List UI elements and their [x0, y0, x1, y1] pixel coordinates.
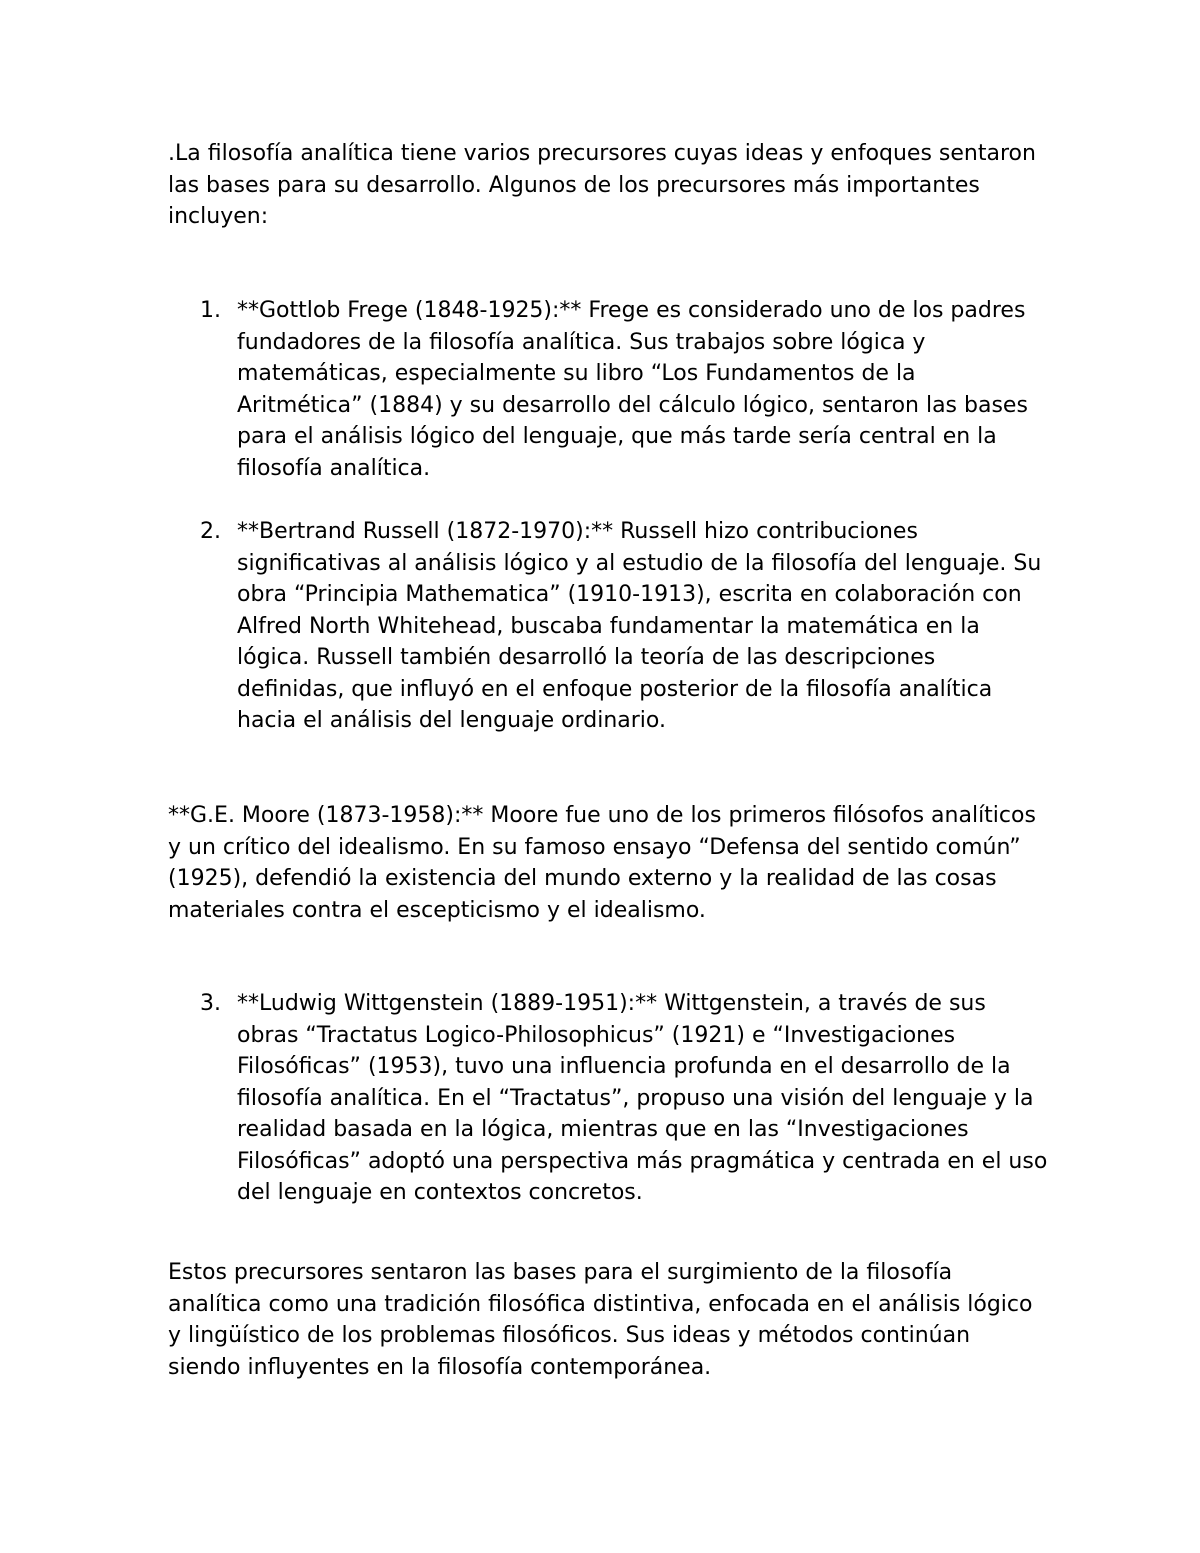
intro-paragraph: .La filosofía analítica tiene varios precursores cuyas ideas y enfoques sentaron las bases para su desarrollo. Algunos de los precursores más importantes incluyen:: [168, 141, 1036, 229]
list-item-number: 1.: [200, 298, 221, 323]
list-item-text: **Ludwig Wittgenstein (1889-1951):** Wittgenstein, a través de sus obras “Tractatus Logico-Philosophicus” (1921) e “Investigaciones Filosóficas” (1953), tuvo una influencia profunda en el desarrollo de la filosofía analítica. En el “Tractatus”, propuso una visión del lenguaje y la realidad basada en la lógica, mientras que en las “Investigaciones Filosóficas” adoptó una perspectiva más pragmática y centrada en el uso del lenguaje en contextos concretos.: [237, 991, 1048, 1205]
moore-paragraph: **G.E. Moore (1873-1958):** Moore fue uno de los primeros filósofos analíticos y un crítico del idealismo. En su famoso ensayo “Defensa del sentido común” (1925), defendió la existencia del mundo externo y la realidad de las cosas materiales contra el escepticismo y el idealismo.: [168, 803, 1036, 923]
list-item-text: **Bertrand Russell (1872-1970):** Russell hizo contribuciones significativas al análisis lógico y al estudio de la filosofía del lenguaje. Su obra “Principia Mathematica” (1910-1913), escrita en colaboración con Alfred North Whitehead, buscaba fundamentar la matemática en la lógica. Russell también desarrolló la teoría de las descripciones definidas, que influyó en el enfoque posterior de la filosofía analítica hacia el análisis del lenguaje ordinario.: [237, 519, 1042, 733]
conclusion-paragraph: Estos precursores sentaron las bases para el surgimiento de la filosofía analítica como una tradición filosófica distintiva, enfocada en el análisis lógico y lingüístico de los problemas filosóficos. Sus ideas y métodos continúan siendo influyentes en la filosofía contemporánea.: [168, 1260, 1033, 1380]
list-item: [168, 516, 1048, 737]
list-item: [168, 295, 1048, 484]
list-item-number: 2.: [200, 519, 221, 544]
list-item: [168, 988, 1048, 1209]
list-item-text: **Gottlob Frege (1848-1925):** Frege es considerado uno de los padres fundadores de la filosofía analítica. Sus trabajos sobre lógica y matemáticas, especialmente su libro “Los Fundamentos de la Aritmética” (1884) y su desarrollo del cálculo lógico, sentaron las bases para el análisis lógico del lenguaje, que más tarde sería central en la filosofía analítica.: [237, 298, 1028, 481]
list-item-number: 3.: [200, 991, 221, 1016]
